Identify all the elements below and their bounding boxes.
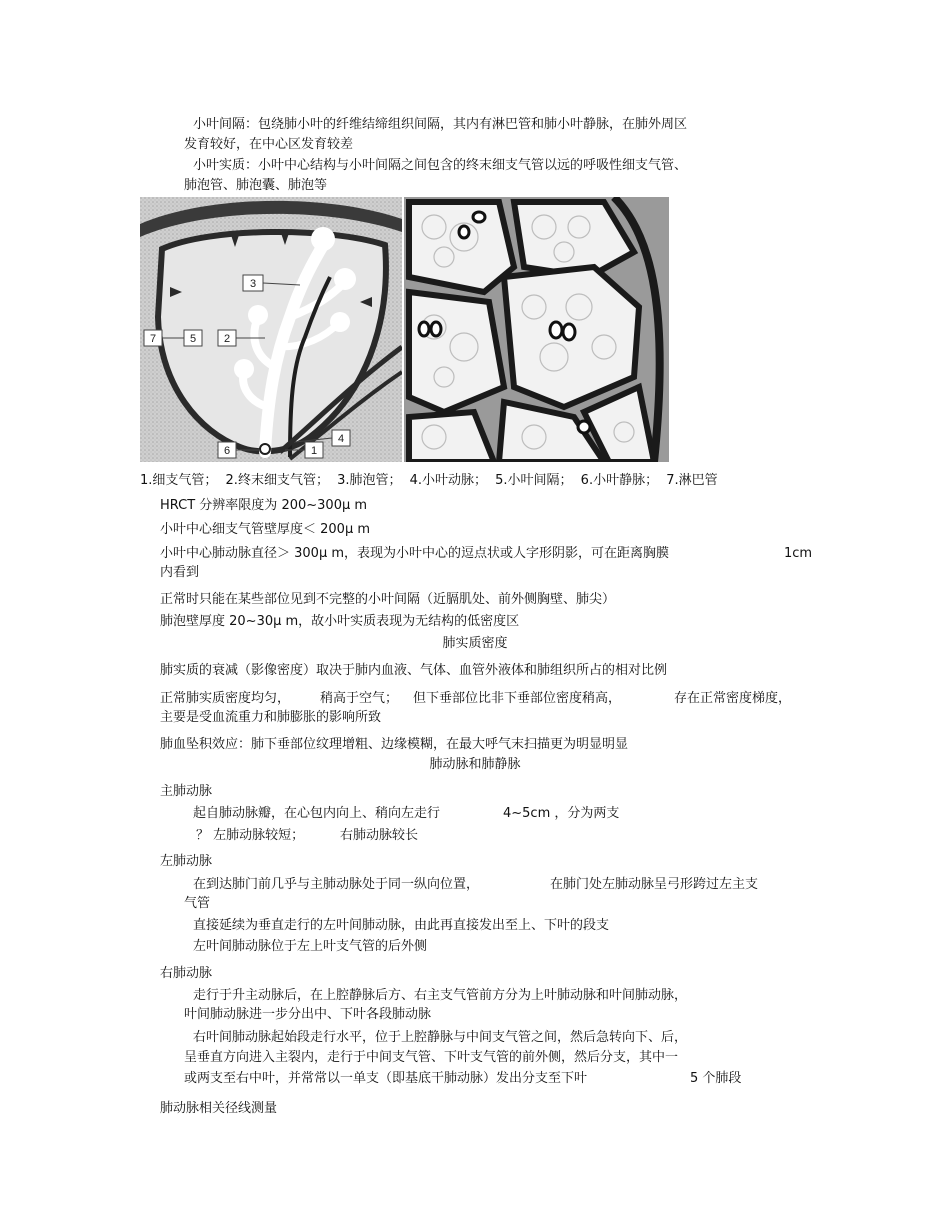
density-normal-d: 存在正常密度梯度，	[674, 691, 792, 706]
main-pa-a: 起自肺动脉瓣，在心包内向上、稍向左走行	[193, 806, 441, 821]
figure-label-5: 5	[189, 333, 197, 345]
density-attenuation: 肺实质的衰减（影像密度）取决于肺内血液、气体、血管外液体和肺组织所占的相对比例	[160, 663, 668, 678]
septa-visibility: 正常时只能在某些部位见到不完整的小叶间隔（近膈肌处、前外侧胸壁、肺尖）	[160, 592, 616, 607]
bronchiole-wall-thickness: 小叶中心细支气管壁厚度＜ 200μ m	[160, 522, 371, 537]
figure-label-7: 7	[149, 333, 157, 345]
main-pa-d: 右肺动脉较长	[340, 828, 419, 843]
main-pa-b: 4~5cm ，分为两支	[503, 806, 620, 821]
artery-diameter-line1-tail: 1cm	[784, 546, 813, 561]
artery-diameter-line2: 内看到	[160, 565, 200, 580]
right-pa-b: 叶间肺动脉进一步分出中、下叶各段肺动脉	[184, 1007, 432, 1022]
septum-text-line2: 发育较好，在中心区发育较差	[184, 137, 354, 152]
left-pa-c: 气管	[184, 896, 211, 911]
figure-label-3: 3	[249, 278, 257, 290]
density-heading: 肺实质密度	[442, 636, 508, 651]
vessels-heading: 肺动脉和肺静脉	[429, 757, 521, 772]
left-pa-b: 在肺门处左肺动脉呈弓形跨过左主支	[550, 877, 759, 892]
right-pa-a: 走行于升主动脉后，在上腔静脉后方、右主支气管前方分为上叶肺动脉和叶间肺动脉，	[193, 988, 688, 1003]
figure-label-2: 2	[223, 333, 231, 345]
left-pa-title: 左肺动脉	[160, 854, 213, 869]
density-dependent-effect: 肺血坠积效应：肺下垂部位纹理增粗、边缘模糊，在最大呼气末扫描更为明显明显	[160, 737, 629, 752]
right-pa-c: 右叶间肺动脉起始段走行水平，位于上腔静脉与中间支气管之间，然后急转向下、后，	[193, 1030, 688, 1045]
density-normal-b: 稍高于空气；	[320, 691, 399, 706]
parenchyma-text-line2: 肺泡管、肺泡囊、肺泡等	[184, 178, 328, 193]
lobule-schematic-figure	[140, 197, 402, 462]
figure-label-4: 4	[337, 433, 345, 445]
main-pa-c: ？ 左肺动脉较短；	[196, 828, 305, 843]
hrct-resolution: HRCT 分辨率限度为 200~300μ m	[160, 498, 368, 513]
figure-label-6: 6	[223, 445, 231, 457]
right-pa-title: 右肺动脉	[160, 966, 213, 981]
figure-caption: 1.细支气管； 2.终末细支气管； 3.肺泡管； 4.小叶动脉； 5.小叶间隔； 6.小叶静脉； 7.淋巴管	[140, 473, 718, 488]
right-pa-f: 5 个肺段	[690, 1071, 742, 1086]
artery-diameter-line1: 小叶中心肺动脉直径＞ 300μ m，表现为小叶中心的逗点状或人字形阴影，可在距离胸膜	[160, 546, 670, 561]
density-normal-a: 正常肺实质密度均匀，	[160, 691, 291, 706]
right-pa-e: 或两支至右中叶，并常常以一单支（即基底干肺动脉）发出分支至下叶	[184, 1071, 588, 1086]
lobule-histology-figure	[404, 197, 669, 462]
density-normal-line2: 主要是受血流重力和肺膨胀的影响所致	[160, 710, 382, 725]
figure-label-1: 1	[310, 445, 318, 457]
main-pa-title: 主肺动脉	[160, 784, 213, 799]
density-normal-c: 但下垂部位比非下垂部位密度稍高，	[413, 691, 622, 706]
left-pa-d: 直接延续为垂直走行的左叶间肺动脉，由此再直接发出至上、下叶的段支	[193, 918, 610, 933]
pa-measurement-title: 肺动脉相关径线测量	[160, 1101, 278, 1116]
left-pa-e: 左叶间肺动脉位于左上叶支气管的后外侧	[193, 939, 428, 954]
left-pa-a: 在到达肺门前几乎与主肺动脉处于同一纵向位置，	[193, 877, 480, 892]
right-pa-d: 呈垂直方向进入主裂内，走行于中间支气管、下叶支气管的前外侧，然后分支，其中一	[184, 1050, 679, 1065]
septum-text-line1: 小叶间隔：包绕肺小叶的纤维结缔组织间隔，其内有淋巴管和肺小叶静脉，在肺外周区	[193, 117, 688, 132]
parenchyma-text-line1: 小叶实质：小叶中心结构与小叶间隔之间包含的终末细支气管以远的呼吸性细支气管、	[193, 158, 688, 173]
alveolar-wall-thickness: 肺泡壁厚度 20~30μ m，故小叶实质表现为无结构的低密度区	[160, 614, 520, 629]
